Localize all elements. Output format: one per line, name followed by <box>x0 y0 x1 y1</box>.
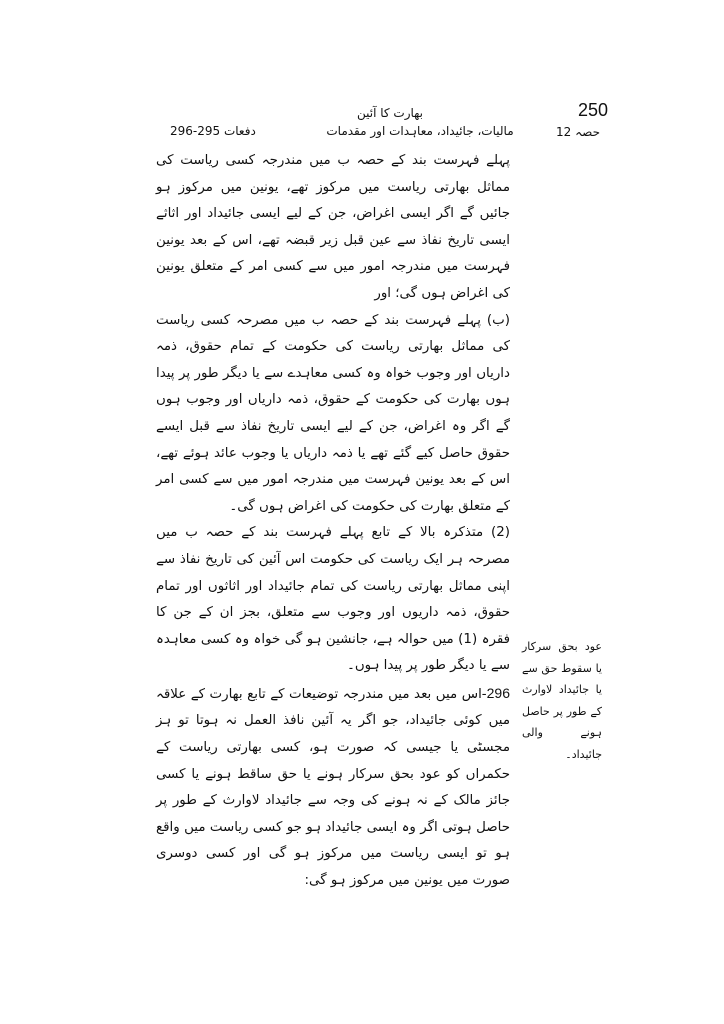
section-296-number: 296 <box>486 684 510 701</box>
marginal-note: عود بحق سرکار یا سقوط حق سے یا جائیداد لاوارث کے طور پر حاصل ہونے والی جائیداد۔ <box>522 640 602 761</box>
paragraph-3: (2) متذکرہ بالا کے تابع پہلے فہرست بند کے حصہ ب میں مصرحہ ہر ایک ریاست کی حکومت اس آئین کی تاریخ نفاذ سے اپنی مماثل بھارتی ریاست کی تمام جائیداد اور اثاثوں اور تمام حقوق، ذمہ داریوں اور وجوب سے متعلق، بجز ان کے جن کا فقرہ (1) میں حوالہ ہے، جانشین ہو گی خواہ وہ کسی معاہدہ سے یا دیگر طور پر پیدا ہوں۔ <box>156 525 511 674</box>
section-296-text: -اس میں بعد میں مندرجہ توضیعات کے تابع بھارت کے علاقہ میں کوئی جائیداد، جو اگر یہ آئین نافذ العمل نہ ہوتا تو ہز مجسٹی یا جیسی کہ صورت ہو، کسی بھارتی ریاست کے حکمراں کو عود بحق سرکار ہونے یا حق ساقط ہونے یا کسی جائز مالک کے نہ ہونے کی وجہ سے جائیداد لاوارث کے طور پر حاصل ہوتی اگر وہ ایسی جائیداد ہو جو کسی ریاست میں واقع ہو تو ایسی ریاست میں مرکوز ہو گی اور کسی دوسری صورت میں یونین میں مرکوز ہو گی: <box>156 686 510 889</box>
section-subtitle: مالیات، جائیداد، معاہدات اور مقدمات <box>326 124 514 138</box>
articles-range: دفعات 295-296 <box>170 124 256 138</box>
running-title: بھارت کا آئین <box>356 106 424 120</box>
part-label: حصہ 12 <box>556 125 600 139</box>
page-number: 250 <box>578 100 609 120</box>
main-text-column <box>156 148 510 895</box>
paragraph-1: پہلے فہرست بند کے حصہ ب میں مندرجہ کسی ریاست کی مماثل بھارتی ریاست میں مرکوز تھے، یونین میں مرکوز ہو جائیں گے اگر ایسی اغراض، جن کے لیے ایسی جائیداد اور اثاثے ایسی تاریخ نفاذ سے عین قبل زیر قبضہ تھے، اس کے بعد یونین فہرست میں مندرجہ امور میں سے کسی امر کے متعلق یونین کی اغراض ہوں گی؛ اور <box>156 153 510 301</box>
paragraph-296 <box>156 680 510 895</box>
paragraph-2: (ب) پہلے فہرست بند کے حصہ ب میں مصرحہ کسی ریاست کی مماثل بھارتی ریاست کی حکومت کے تمام حقوق، ذمہ داریاں اور وجوب خواہ وہ کسی معاہدے سے یا دیگر طور پر پیدا ہوں بھارت کی حکومت کے حقوق، ذمہ داریاں اور وجوب ہوں گے اگر وہ اغراض، جن کے لیے ایسی تاریخ نفاذ سے قبل ایسے حقوق حاصل کیے گئے تھے یا ذمہ داریاں یا وجوب عائد ہوئے تھے، اس کے بعد یونین فہرست میں مندرجہ امور میں سے کسی امر کے متعلق بھارت کی حکومت کی اغراض ہوں گی۔ <box>156 312 510 514</box>
